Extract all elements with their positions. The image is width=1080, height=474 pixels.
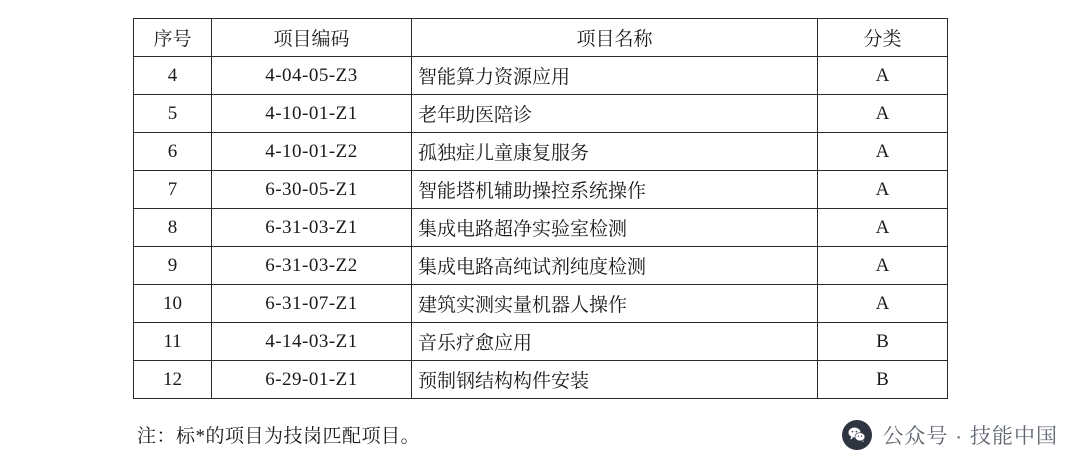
cell-code: 6-30-05-Z1 (212, 171, 412, 209)
table-row (134, 285, 948, 323)
column-header-category: 分类 (818, 19, 948, 57)
column-header-seq: 序号 (134, 19, 212, 57)
cell-seq: 4 (134, 57, 212, 95)
table-row (134, 57, 948, 95)
cell-name: 智能算力资源应用 (412, 57, 818, 95)
cell-name: 音乐疗愈应用 (412, 323, 818, 361)
cell-code: 4-14-03-Z1 (212, 323, 412, 361)
table-row (134, 209, 948, 247)
table-header (134, 19, 948, 57)
cell-seq: 12 (134, 361, 212, 399)
cell-category: B (818, 361, 948, 399)
cell-seq: 9 (134, 247, 212, 285)
cell-seq: 11 (134, 323, 212, 361)
cell-code: 6-31-03-Z2 (212, 247, 412, 285)
cell-seq: 8 (134, 209, 212, 247)
table-row (134, 361, 948, 399)
cell-name: 预制钢结构构件安装 (412, 361, 818, 399)
cell-category: A (818, 285, 948, 323)
cell-category: A (818, 133, 948, 171)
cell-seq: 10 (134, 285, 212, 323)
cell-name: 孤独症儿童康复服务 (412, 133, 818, 171)
table-row (134, 247, 948, 285)
cell-category: A (818, 171, 948, 209)
column-header-name: 项目名称 (412, 19, 818, 57)
cell-category: B (818, 323, 948, 361)
column-header-code: 项目编码 (212, 19, 412, 57)
cell-code: 6-31-03-Z1 (212, 209, 412, 247)
cell-seq: 7 (134, 171, 212, 209)
table-header-row (134, 19, 948, 57)
cell-name: 集成电路超净实验室检测 (412, 209, 818, 247)
watermark (842, 420, 1058, 450)
wechat-icon (842, 420, 872, 450)
project-table-container (133, 18, 947, 399)
cell-seq: 5 (134, 95, 212, 133)
cell-code: 6-31-07-Z1 (212, 285, 412, 323)
cell-code: 6-29-01-Z1 (212, 361, 412, 399)
cell-code: 4-10-01-Z1 (212, 95, 412, 133)
cell-category: A (818, 209, 948, 247)
cell-category: A (818, 57, 948, 95)
cell-name: 智能塔机辅助操控系统操作 (412, 171, 818, 209)
table-row (134, 133, 948, 171)
cell-seq: 6 (134, 133, 212, 171)
cell-name: 建筑实测实量机器人操作 (412, 285, 818, 323)
table-row (134, 171, 948, 209)
cell-code: 4-10-01-Z2 (212, 133, 412, 171)
cell-name: 老年助医陪诊 (412, 95, 818, 133)
table-row (134, 95, 948, 133)
cell-name: 集成电路高纯试剂纯度检测 (412, 247, 818, 285)
cell-category: A (818, 247, 948, 285)
table-note: 注：标*的项目为技岗匹配项目。 (137, 426, 421, 447)
cell-code: 4-04-05-Z3 (212, 57, 412, 95)
table-row (134, 323, 948, 361)
table-body (134, 57, 948, 399)
cell-category: A (818, 95, 948, 133)
watermark-text: 公众号 · 技能中国 (882, 425, 1058, 448)
project-table (133, 18, 948, 399)
